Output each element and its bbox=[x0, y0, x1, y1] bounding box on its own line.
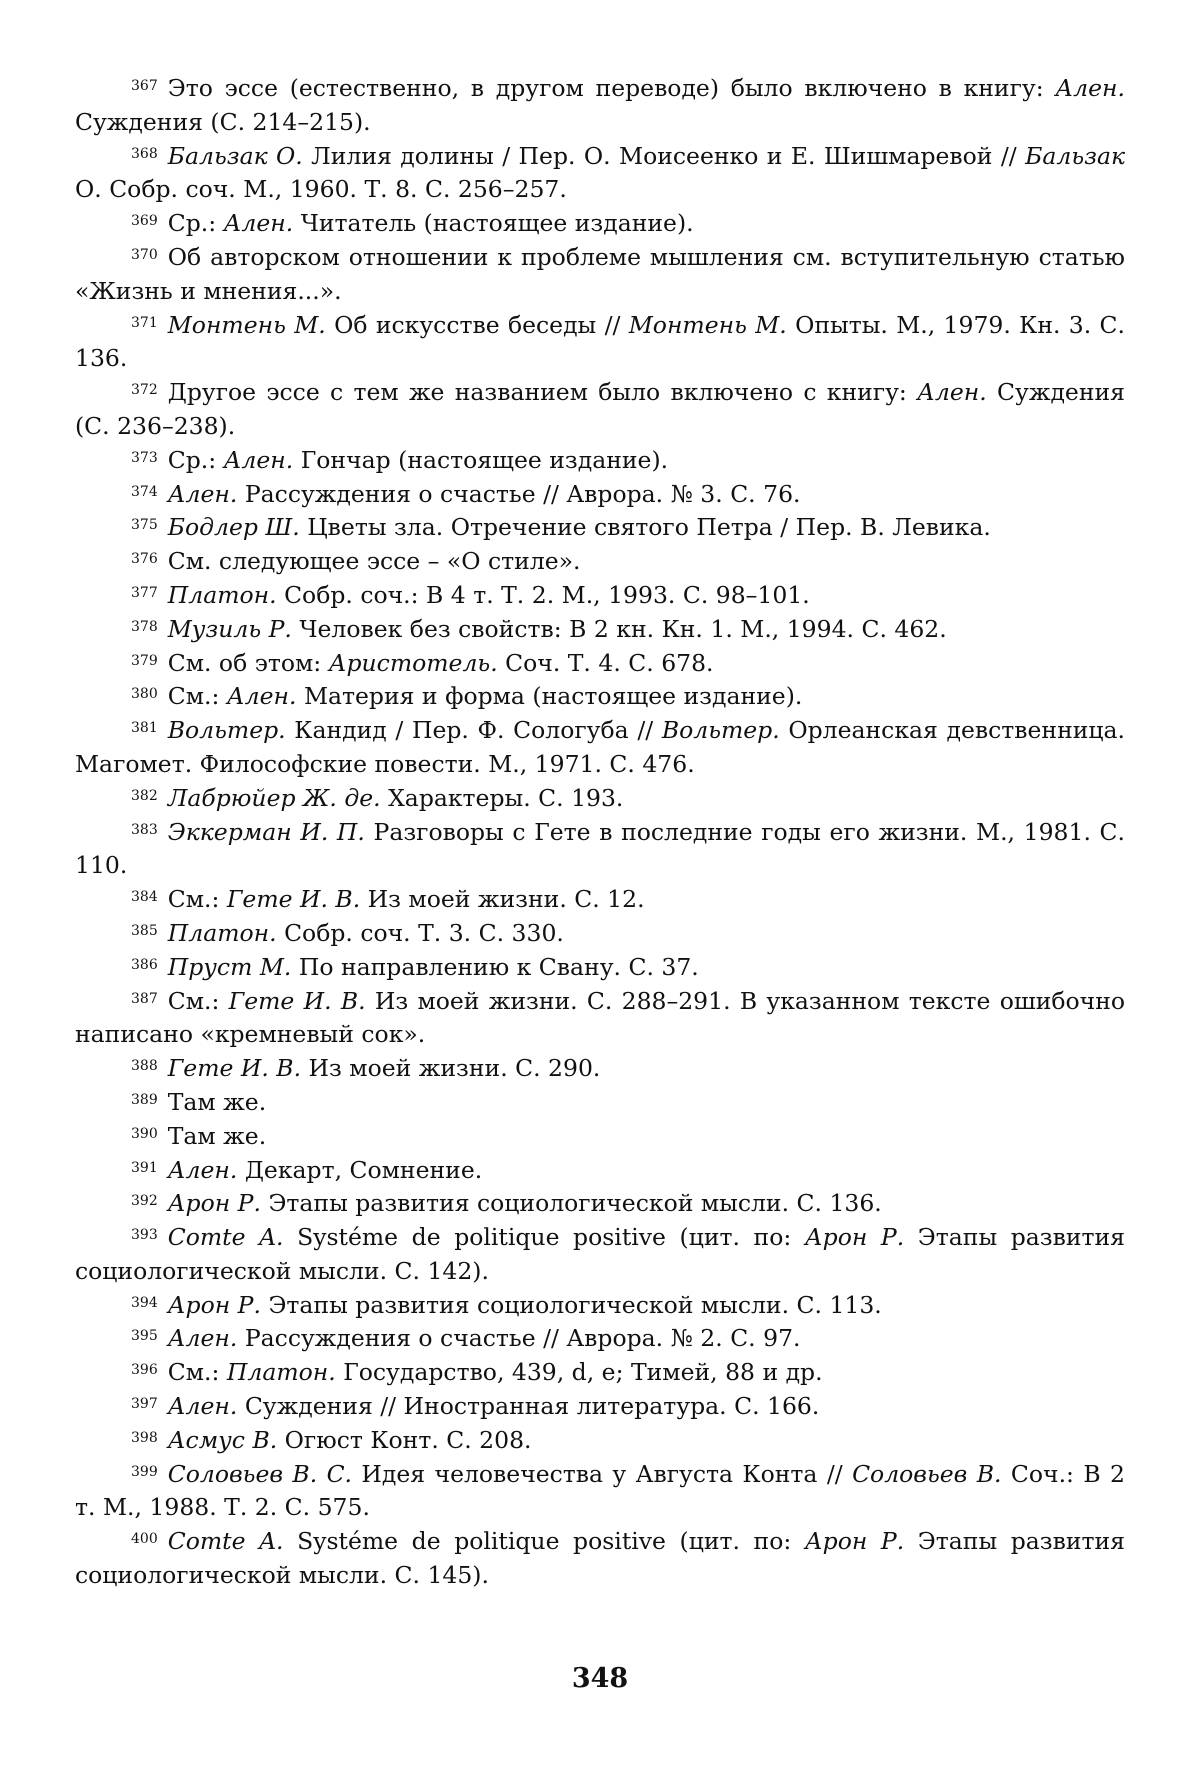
footnote-number: 397 bbox=[131, 1396, 158, 1413]
footnote-text: О. Собр. соч. М., 1960. Т. 8. С. 256–257. bbox=[75, 175, 567, 204]
footnote-text: Государство, 439, d, e; Тимей, 88 и др. bbox=[335, 1358, 823, 1387]
footnote-number: 378 bbox=[131, 618, 158, 635]
footnote-number: 388 bbox=[131, 1058, 158, 1075]
footnote-author: Ален. bbox=[167, 1392, 238, 1421]
footnote-number: 377 bbox=[131, 584, 158, 601]
footnote-text: Кандид / Пер. Ф. Сологуба // bbox=[285, 716, 662, 745]
footnote-author: Вольтер. bbox=[661, 716, 780, 745]
footnote-text: Соч. Т. 4. С. 678. bbox=[497, 648, 714, 677]
footnote-author: Comte A. bbox=[167, 1527, 284, 1556]
footnote-number: 368 bbox=[131, 145, 158, 162]
footnote bbox=[75, 1120, 1125, 1154]
footnote-author: Платон. bbox=[226, 1358, 336, 1387]
footnote-text: Человек без свойств: В 2 кн. Кн. 1. М., 1994. С. 462. bbox=[291, 614, 947, 643]
footnote-author: Гете И. В. bbox=[167, 1054, 302, 1083]
footnote-text: Огюст Конт. С. 208. bbox=[277, 1425, 532, 1454]
footnote bbox=[75, 1289, 1125, 1323]
footnote-author: Арон Р. bbox=[804, 1527, 905, 1556]
footnote-author: Платон. bbox=[167, 580, 277, 609]
footnote-text: Разговоры с Гете в последние годы его жизни. М., 1981. С. 110. bbox=[75, 817, 1125, 880]
footnote-author: Монтень М. bbox=[628, 310, 787, 339]
footnote bbox=[75, 1052, 1125, 1086]
footnote-text: Об авторском отношении к проблеме мышления см. вступительную статью «Жизнь и мнения...». bbox=[75, 242, 1125, 305]
footnote bbox=[75, 1424, 1125, 1458]
footnote-text: Суждения (С. 236–238). bbox=[75, 378, 1125, 440]
footnote bbox=[75, 1458, 1125, 1526]
footnote bbox=[75, 478, 1125, 512]
footnote-text: Это эссе (естественно, в другом переводе) было включено в книгу: bbox=[167, 74, 1056, 102]
footnote-number: 394 bbox=[131, 1294, 158, 1311]
footnote-text: Этапы развития социологической мысли. С. 136. bbox=[260, 1189, 882, 1218]
footnote-text: См.: bbox=[167, 1358, 227, 1387]
footnote bbox=[75, 140, 1125, 208]
footnote-text: Материя и форма (настоящее издание). bbox=[296, 682, 803, 711]
footnote-author: Ален. bbox=[167, 1324, 238, 1353]
footnote-text: Ср.: bbox=[167, 445, 224, 474]
footnote bbox=[75, 579, 1125, 613]
footnote-text: Собр. соч. Т. 3. С. 330. bbox=[276, 918, 564, 947]
footnote bbox=[75, 714, 1125, 782]
footnote bbox=[75, 444, 1125, 478]
footnote-author: Ален. bbox=[167, 1155, 238, 1184]
footnote-author: Гете И. В. bbox=[226, 885, 361, 914]
footnote-number: 379 bbox=[131, 652, 158, 669]
footnote-number: 400 bbox=[131, 1531, 158, 1548]
footnote-number: 396 bbox=[131, 1362, 158, 1379]
footnote bbox=[75, 647, 1125, 681]
footnote-author: Платон. bbox=[167, 918, 277, 947]
footnote-author: Арон Р. bbox=[167, 1189, 261, 1218]
footnote bbox=[75, 1356, 1125, 1390]
footnote-text: Из моей жизни. С. 12. bbox=[360, 885, 645, 914]
footnote bbox=[75, 917, 1125, 951]
footnote bbox=[75, 951, 1125, 985]
footnote-number: 387 bbox=[131, 990, 158, 1007]
footnote-author: Ален. bbox=[917, 378, 987, 407]
footnote-number: 384 bbox=[131, 889, 158, 906]
footnote-number: 395 bbox=[131, 1328, 158, 1345]
footnote-text: Характеры. С. 193. bbox=[380, 783, 624, 812]
footnote bbox=[75, 816, 1125, 884]
footnote-number: 375 bbox=[131, 517, 158, 534]
footnote bbox=[75, 883, 1125, 917]
footnote-number: 389 bbox=[131, 1091, 158, 1108]
footnote-text: См.: bbox=[167, 986, 229, 1015]
footnote-text: Цветы зла. Отречение святого Петра / Пер. В. Левика. bbox=[299, 513, 991, 542]
footnote-author: Гете И. В. bbox=[228, 986, 366, 1015]
footnote-text: Systéme de politique positive (цит. по: bbox=[283, 1527, 805, 1556]
footnote-text: См.: bbox=[167, 885, 227, 914]
footnote-text: Лилия долины / Пер. О. Моисеенко и Е. Шишмаревой // bbox=[302, 141, 1026, 170]
footnote-number: 374 bbox=[131, 483, 158, 500]
footnote-number: 372 bbox=[131, 382, 158, 399]
footnote-number: 381 bbox=[131, 720, 158, 737]
footnote-text: Этапы развития социологической мысли. С. 145). bbox=[75, 1527, 1125, 1590]
footnote-author: Музиль Р. bbox=[167, 614, 292, 643]
footnote-number: 383 bbox=[131, 821, 158, 838]
footnote-number: 386 bbox=[131, 956, 158, 973]
footnote-number: 369 bbox=[131, 213, 158, 230]
footnote-author: Comte A. bbox=[167, 1223, 284, 1252]
footnote-text: Рассуждения о счастье // Аврора. № 2. С. 97. bbox=[237, 1324, 801, 1353]
footnote-author: Вольтер. bbox=[167, 716, 286, 745]
footnote bbox=[75, 376, 1125, 444]
footnote-number: 398 bbox=[131, 1429, 158, 1446]
footnote bbox=[75, 241, 1125, 309]
footnote-text: По направлению к Свану. С. 37. bbox=[291, 952, 699, 981]
footnote-number: 385 bbox=[131, 922, 158, 939]
footnote-number: 367 bbox=[131, 78, 158, 94]
footnote-number: 380 bbox=[131, 686, 158, 703]
footnote-author: Ален. bbox=[223, 209, 294, 238]
footnote-number: 373 bbox=[131, 449, 158, 466]
footnote-text: Об искусстве беседы // bbox=[325, 310, 629, 339]
footnote-number: 392 bbox=[131, 1193, 158, 1210]
footnote bbox=[75, 613, 1125, 647]
footnote-number: 391 bbox=[131, 1159, 158, 1176]
footnote-author: Пруст М. bbox=[167, 952, 292, 981]
footnote bbox=[75, 545, 1125, 579]
footnote bbox=[75, 207, 1125, 241]
footnote bbox=[75, 680, 1125, 714]
footnote bbox=[75, 1154, 1125, 1188]
footnote-text: Этапы развития социологической мысли. С. 142). bbox=[75, 1223, 1125, 1285]
footnote-number: 370 bbox=[131, 246, 158, 263]
footnote bbox=[75, 1221, 1125, 1289]
footnote-text: Ср.: bbox=[167, 209, 224, 238]
footnote-text: Декарт, Сомнение. bbox=[237, 1155, 483, 1184]
footnote-text: Суждения // Иностранная литература. С. 166. bbox=[237, 1392, 820, 1421]
footnote-number: 376 bbox=[131, 551, 158, 568]
footnote-author: Арон Р. bbox=[804, 1223, 905, 1252]
footnote-text: Гончар (настоящее издание). bbox=[293, 445, 669, 474]
footnote-number: 371 bbox=[131, 314, 158, 331]
footnote bbox=[75, 1322, 1125, 1356]
footnote-author: Ален. bbox=[226, 682, 297, 711]
page-number: 348 bbox=[571, 1663, 629, 1694]
footnote-text: Суждения (С. 214–215). bbox=[75, 107, 371, 136]
footnote bbox=[75, 72, 1125, 140]
footnote-author: Соловьев В. С. bbox=[167, 1459, 353, 1488]
footnote-text: Соч.: В 2 т. М., 1988. Т. 2. С. 575. bbox=[75, 1459, 1125, 1522]
footnote-text: Собр. соч.: В 4 т. Т. 2. М., 1993. С. 98–101. bbox=[276, 580, 810, 609]
footnote-author: Лабрюйер Ж. де. bbox=[167, 783, 381, 812]
footnote-author: Монтень М. bbox=[167, 310, 326, 339]
footnote-text: Там же. bbox=[167, 1087, 267, 1116]
footnote bbox=[75, 1086, 1125, 1120]
footnote-author: Бальзак bbox=[1025, 141, 1125, 170]
footnote-author: Эккерман И. П. bbox=[167, 817, 365, 846]
footnote-text: Там же. bbox=[167, 1121, 267, 1150]
footnote-author: Бальзак О. bbox=[167, 141, 303, 170]
footnote-text: См.: bbox=[167, 682, 227, 711]
footnotes-list bbox=[75, 72, 1125, 1593]
footnote bbox=[75, 309, 1125, 377]
footnote-number: 382 bbox=[131, 787, 158, 804]
footnote-text: Из моей жизни. С. 288–291. В указанном тексте ошибочно написано «кремневый сок». bbox=[75, 986, 1126, 1049]
footnote-author: Арон Р. bbox=[167, 1290, 261, 1319]
footnote-text: Читатель (настоящее издание). bbox=[293, 209, 694, 238]
footnote-author: Асмус В. bbox=[167, 1425, 278, 1454]
footnote-number: 393 bbox=[131, 1227, 158, 1244]
footnote-number: 390 bbox=[131, 1125, 158, 1142]
footnote bbox=[75, 1187, 1125, 1221]
footnote-text: Другое эссе с тем же названием было включено с книгу: bbox=[167, 378, 918, 407]
footnote-author: Ален. bbox=[223, 445, 294, 474]
footnote-text: Этапы развития социологической мысли. С. 113. bbox=[260, 1290, 882, 1319]
footnote-author: Аристотель. bbox=[328, 648, 498, 677]
footnote-text: См. следующее эссе – «О стиле». bbox=[167, 547, 581, 576]
footnote-number: 399 bbox=[131, 1463, 158, 1480]
footnote-author: Ален. bbox=[1055, 74, 1125, 102]
footnote-author: Бодлер Ш. bbox=[167, 513, 300, 542]
footnote-text: Systéme de politique positive (цит. по: bbox=[283, 1223, 805, 1252]
footnote bbox=[75, 1525, 1125, 1593]
footnote bbox=[75, 782, 1125, 816]
footnote-text: Идея человечества у Августа Конта // bbox=[352, 1459, 853, 1488]
footnote-text: Орлеанская девственница. Магомет. Философские повести. М., 1971. С. 476. bbox=[75, 716, 1125, 778]
footnote-text: Из моей жизни. С. 290. bbox=[301, 1054, 601, 1083]
footnote bbox=[75, 985, 1125, 1053]
footnote-text: Опыты. М., 1979. Кн. 3. С. 136. bbox=[75, 310, 1125, 373]
footnote-text: См. об этом: bbox=[167, 648, 329, 677]
footnote bbox=[75, 511, 1125, 545]
footnote bbox=[75, 1390, 1125, 1424]
footnote-author: Соловьев В. bbox=[852, 1459, 1002, 1488]
footnote-text: Рассуждения о счастье // Аврора. № 3. С. 76. bbox=[237, 479, 801, 508]
footnote-author: Ален. bbox=[167, 479, 238, 508]
